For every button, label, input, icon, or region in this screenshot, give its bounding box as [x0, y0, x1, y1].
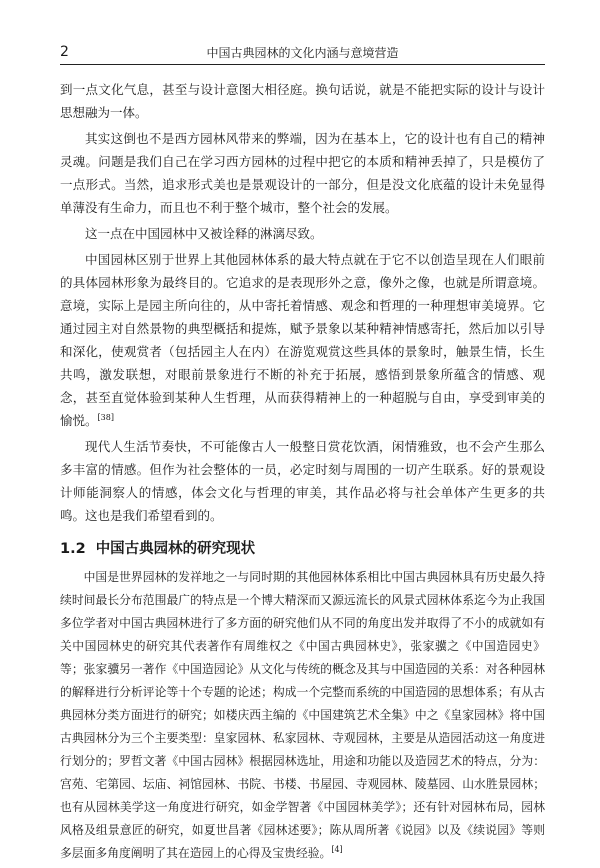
citation: [4] — [331, 845, 343, 855]
paragraph-text: 其实这倒也不是西方园林风带来的弊端，因为在基本上，它的设计也有自己的精神灵魂。问题是我们自己在学习西方园林的过程中把它的本质和精神丢掉了，只是模仿了一点形式。当然，追求形式美也是景观设计的一部分，但是没文化底蕴的设计未免显得单薄没有生命力，而且也不利于整个城市，整个社会的发展。 — [60, 131, 545, 215]
section-title: 中国古典园林的研究现状 — [95, 541, 256, 557]
paragraph-text: 这一点在中国园林中又被诠释的淋漓尽致。 — [85, 226, 323, 241]
paragraph-text: 中国园林区别于世界上其他园林体系的最大特点就在于它不以创造呈现在人们眼前的具体园林形象为最终目的。它追求的是表现形外之意，像外之像，也就是所谓意境。意境，实际上是园主所向往的，从中寄托着情感、观念和哲理的一种理想审美境界。它通过园主对自然景物的典型概括和提炼，赋予景象以某种精神情感寄托，然后加以引导和深化，使观赏者（包括园主人在内）在游览观赏这些具体的景象时，触景生情，长生共鸣，激发联想，对眼前景象进行不断的补充于拓展，感悟到景象所蕴含的情感、观念，甚至直觉体验到某种人生哲理，从而获得精神上的一种超脱与自由，享受到审美的愉悦。 — [60, 252, 545, 428]
citation: [38] — [97, 412, 114, 422]
paragraph-text: 中国是世界园林的发祥地之一与同时期的其他园林体系相比中国古典园林具有历史最久持续时间最长分布范围最广的特点是一个博大精深而又源远流长的风景式园林体系迄今为止我国多位学者对中国古典园林进行了多方面的研究他们从不同的角度出发并取得了不小的成就如有关中国园林史的研究其代表著作有周维权之《中国古典园林史》，张家骥之《中国造园史》等；张家骥另一著作《中国造园论》从文化与传统的概念及其与中国造园的关系：对各种园林的解释进行分析评论等十个专题的论述；构成一个完整而系统的中国造园的思想体系；有从古典园林分类方面进行的研究；如楼庆西主编的《中国建筑艺术全集》中之《皇家园林》将中国古典园林分为三个主要类型：皇家园林、私家园林、寺观园林，主要是从造园活动这一角度进行划分的；罗哲文著《中国古园林》根据园林选址，用途和功能以及造园艺术的特点，分为：宫苑、宅第园、坛庙、祠馆园林、书院、书楼、书屋园、寺观园林、陵墓园、山水胜景园林；也有从园林美学这一角度进行研究，如金学智著《中国园林美学》；还有针对园林布局，园林风格及组景意匠的研究，如夏世昌著《园林述要》；陈从周所著《说园》以及《续说园》等则多层面多角度阐明了其在造园上的心得及宝贵经验。 — [60, 570, 545, 860]
paragraph-text: 到一点文化气息，甚至与设计意图大相径庭。换句话说，就是不能把实际的设计与设计思想融为一体。 — [60, 82, 545, 120]
page-body — [60, 78, 545, 868]
section-heading — [60, 537, 545, 558]
paragraph — [60, 435, 545, 527]
running-title: 中国古典园林的文化内涵与意境营造 — [206, 46, 399, 60]
paragraph — [60, 248, 545, 432]
paragraph — [60, 78, 545, 124]
page-number: 2 — [60, 44, 69, 60]
paragraph — [60, 222, 545, 245]
paragraph-text: 现代人生活节奏快，不可能像古人一般整日赏花饮酒，闲情雅致，也不会产生那么多丰富的情感。但作为社会整体的一员，必定时刻与周围的一切产生联系。好的景观设计师能洞察人的情感，体会文化与哲理的审美，其作品必将与社会单体产生更多的共鸣。这也是我们希望看到的。 — [60, 439, 545, 523]
paragraph — [60, 127, 545, 219]
section-number: 1.2 — [60, 541, 86, 557]
paragraph — [60, 566, 545, 865]
page-header — [60, 42, 545, 65]
